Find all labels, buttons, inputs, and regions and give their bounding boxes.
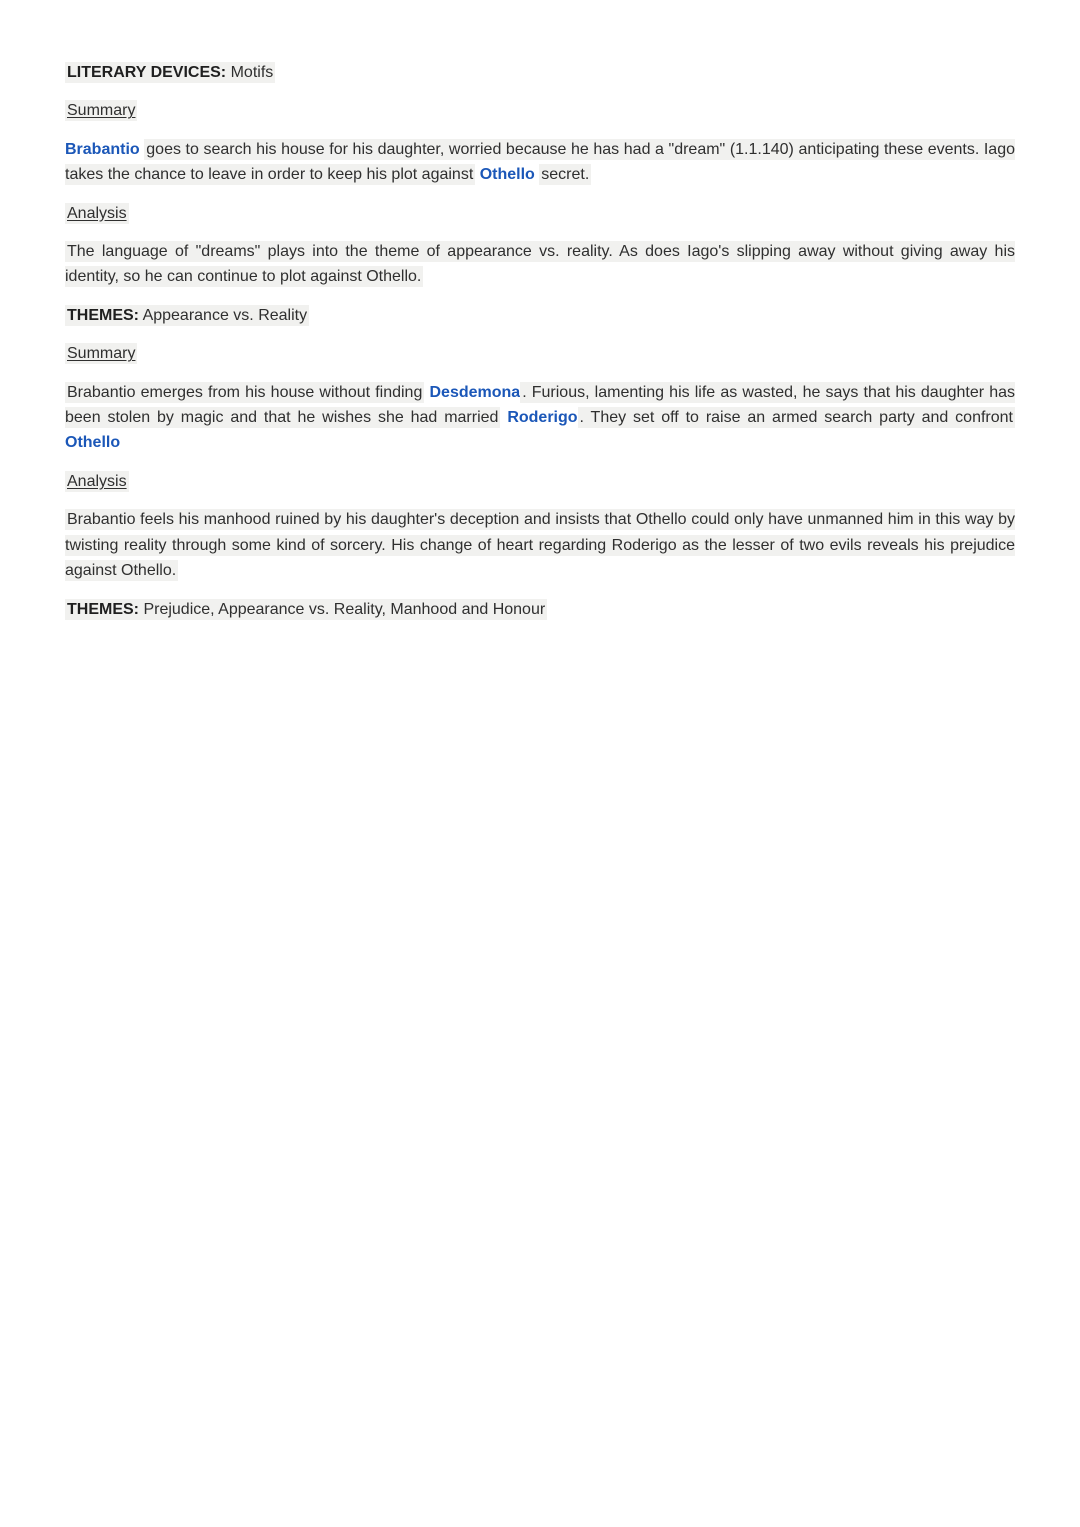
heading-text: Analysis (67, 204, 127, 222)
character-link[interactable]: Brabantio (65, 140, 140, 158)
summary-heading (65, 98, 1015, 123)
label-bold-text: LITERARY DEVICES: (67, 64, 227, 81)
label-value-text: Appearance vs. Reality (142, 306, 308, 324)
analysis-heading (65, 201, 1015, 226)
highlight-run (65, 203, 129, 224)
character-link[interactable]: Roderigo (507, 409, 578, 427)
label-bold-text: THEMES: (67, 306, 139, 324)
document-page (0, 0, 1080, 622)
label-value-text: Motifs (230, 64, 274, 81)
label-value-text: Prejudice, Appearance vs. Reality, Manhood and Honour (143, 600, 546, 618)
paragraph-text: goes to search his house for his daughter, worried because he has had a "dream" (1.1.140) anticipating these events. Iago takes the chance to leave in order to keep his plot against (65, 140, 1016, 184)
heading-text: Analysis (67, 472, 127, 490)
paragraph-text: Brabantio emerges from his house without finding (67, 383, 423, 401)
paragraph-text: secret. (541, 166, 590, 184)
themes-label (65, 597, 1015, 622)
analysis-paragraph (65, 239, 1015, 290)
character-link[interactable]: Othello (479, 166, 535, 184)
analysis-heading (65, 469, 1015, 494)
literary-devices-label (65, 60, 1015, 85)
highlight-run (65, 599, 547, 620)
highlight-run (65, 343, 137, 364)
analysis-paragraph (65, 507, 1015, 583)
highlight-run (65, 305, 309, 326)
summary-heading (65, 341, 1015, 366)
summary-paragraph (65, 380, 1015, 456)
paragraph-text: The language of "dreams" plays into the theme of appearance vs. reality. As does Iago's slipping away without giving away his identity, so he can continue to plot against Othello. (65, 243, 1015, 286)
character-link[interactable]: Othello (65, 434, 121, 452)
paragraph-text: . They set off to raise an armed search party and confront (579, 409, 1013, 427)
highlight-run (65, 471, 129, 492)
character-link[interactable]: Desdemona (429, 383, 521, 401)
heading-text: Summary (67, 102, 136, 120)
highlight-run (65, 100, 137, 121)
themes-label (65, 303, 1015, 328)
heading-text: Summary (67, 345, 136, 363)
highlight-run (65, 62, 275, 83)
document-content (0, 0, 1080, 622)
summary-paragraph (65, 137, 1015, 188)
paragraph-text: . Furious, lamenting his life as wasted, he says that his daughter has been stolen by magic and that he wishes she had married (65, 383, 1015, 427)
label-bold-text: THEMES: (67, 600, 139, 618)
paragraph-text: Brabantio feels his manhood ruined by his daughter's deception and insists that Othello could only have unmanned him in this way by twisting reality through some kind of sorcery. His change of heart regarding Roderigo as the lesser of two evils reveals his prejudice against Othello. (65, 511, 1015, 580)
